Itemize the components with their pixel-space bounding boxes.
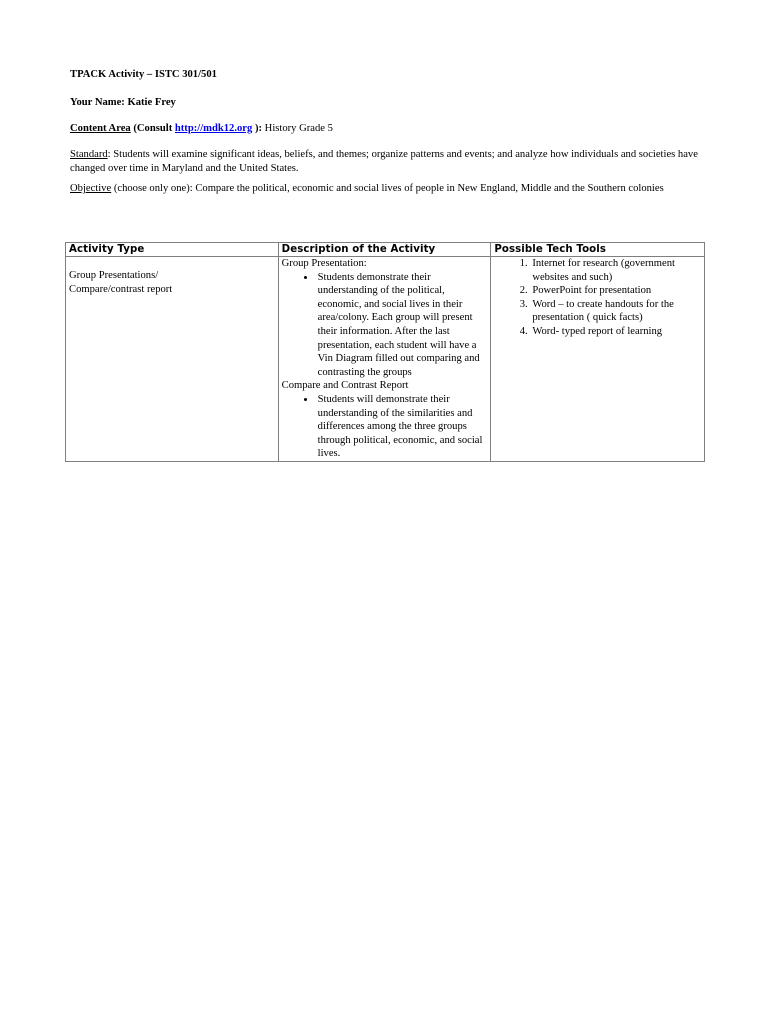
- objective-paragraph: [70, 182, 704, 195]
- content-area-line: [70, 122, 704, 135]
- activity-type-line-2: Compare/contrast report: [69, 283, 173, 295]
- objective-label: Objective: [70, 183, 112, 195]
- content-area-value: History Grade 5: [264, 122, 333, 134]
- list-item: 2. PowerPoint for presentation: [530, 284, 701, 298]
- list-item: 3. Word – to create handouts for the presentation ( quick facts): [530, 298, 701, 325]
- activity-type-line-1: Group Presentations/: [69, 270, 159, 281]
- activity-table: [65, 242, 705, 462]
- list-item: • Students demonstrate their understanding of the political, economic, and social lives in their area/colony. Each group will present their information. After the last presentation, each student will have a Vin Diagram filled out comparing and contrasting the groups: [316, 271, 488, 380]
- compare-report-title: Compare and Contrast Report: [281, 380, 409, 392]
- consult-close: ):: [254, 122, 263, 134]
- tech-tools-cell: [491, 257, 705, 462]
- table-row: [66, 257, 705, 462]
- standard-label: Standard: [70, 149, 108, 161]
- tech-tools-list: [494, 257, 701, 339]
- name-value: Katie Frey: [127, 97, 176, 109]
- list-item: 1. Internet for research (government websites and such): [530, 257, 701, 284]
- header-description: Description of the Activity: [278, 243, 491, 257]
- list-item: • Students will demonstrate their understanding of the similarities and differences among the three groups through political, economic, and social lives.: [316, 393, 488, 461]
- name-label: Your Name:: [70, 97, 125, 109]
- standard-text: : Students will examine significant ideas, beliefs, and themes; organize patterns and events; and analyze how individuals and societies have changed over time in Maryland and the United States.: [70, 149, 698, 174]
- activity-type-cell: [66, 257, 279, 462]
- mdk12-link[interactable]: http://mdk12.org: [174, 122, 253, 134]
- content-area-label: Content Area: [70, 122, 131, 134]
- objective-text: (choose only one): Compare the political, economic and social lives of people in New England, Middle and the Southern colonies: [111, 183, 664, 195]
- document-title: TPACK Activity – ISTC 301/501: [70, 69, 217, 80]
- compare-report-list: [282, 393, 488, 461]
- header-tech-tools: Possible Tech Tools: [491, 243, 705, 257]
- group-presentation-title: Group Presentation:: [281, 258, 367, 269]
- description-cell: [278, 257, 491, 462]
- document-page: [70, 68, 704, 195]
- standard-paragraph: [70, 148, 704, 175]
- table-header-row: [66, 243, 705, 257]
- name-line: [70, 96, 704, 109]
- consult-open: (Consult: [133, 122, 173, 134]
- group-presentation-list: [282, 271, 488, 380]
- list-item: 4. Word- typed report of learning: [530, 325, 701, 339]
- header-activity-type: Activity Type: [66, 243, 279, 257]
